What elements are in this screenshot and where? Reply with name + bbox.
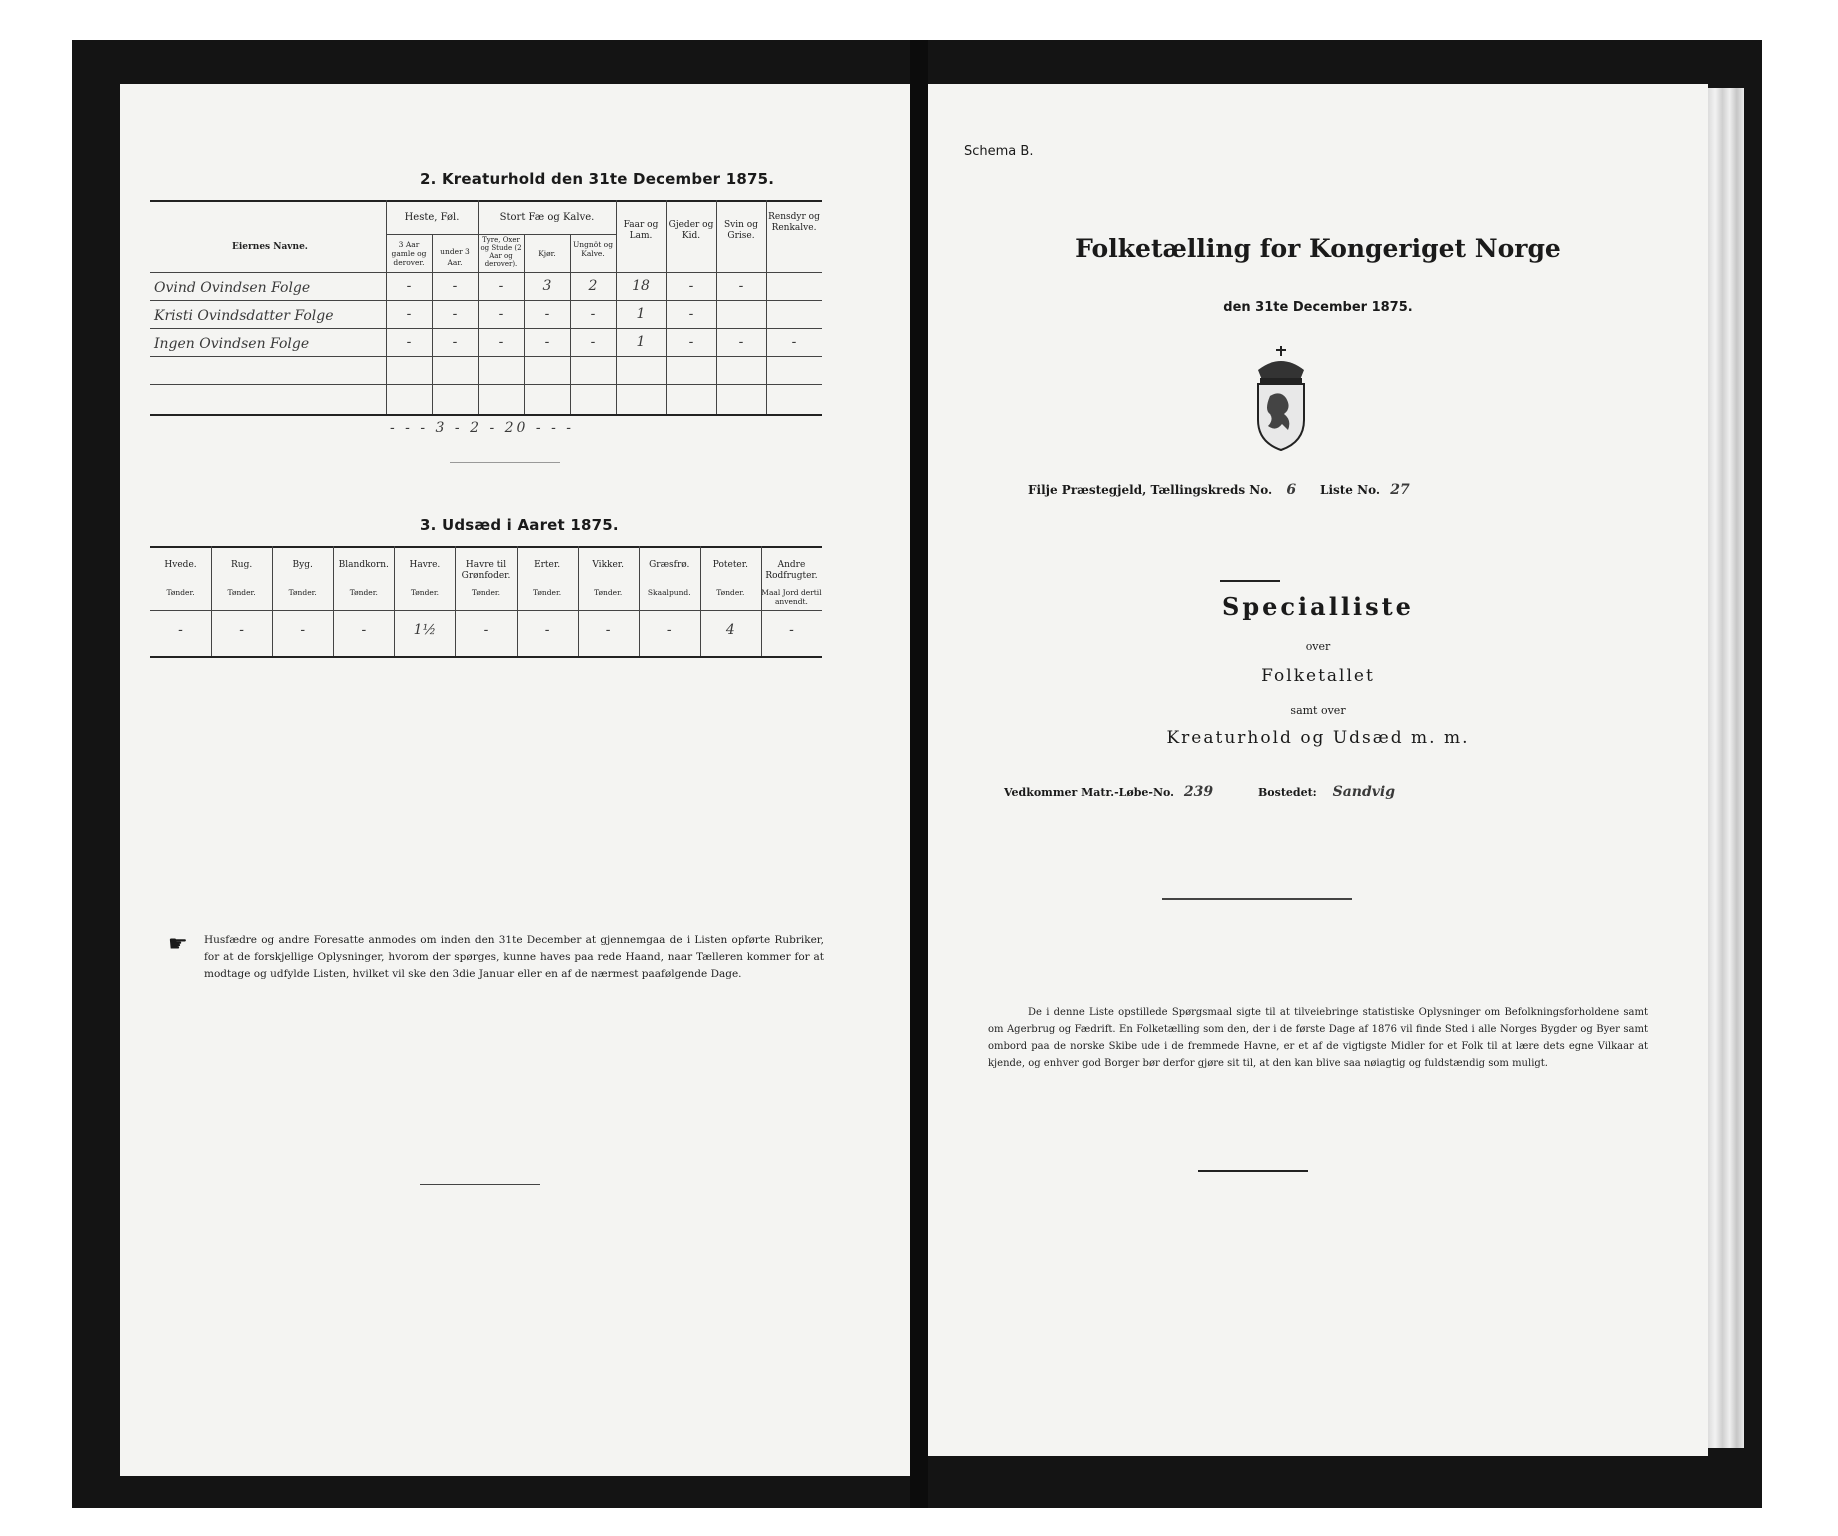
page-stack-edge — [1708, 88, 1744, 1448]
folketallet-label: Folketallet — [1261, 666, 1375, 686]
seed-header: Græsfrø. — [649, 560, 690, 570]
seed-unit: Tønder. — [594, 588, 623, 597]
seed-unit: Tønder. — [227, 588, 256, 597]
seed-header: Andre Rodfrugter. — [765, 560, 818, 581]
seed-unit: Tønder. — [716, 588, 745, 597]
seed-value: - — [666, 622, 672, 638]
seed-unit: Tønder. — [471, 588, 501, 597]
table-top-rule — [150, 200, 822, 202]
seed-unit: Maal Jord dertil anvendt. — [761, 588, 822, 606]
owner-name: Kristi Ovindsdatter Folge — [154, 308, 334, 324]
specialliste-title: Specialliste — [1222, 592, 1414, 621]
bostedet-field: Bostedet: Sandvig — [1258, 784, 1395, 800]
seed-header: Erter. — [534, 560, 561, 570]
seed-value: - — [239, 622, 244, 638]
header-goats: Gjeder og Kid. — [668, 220, 714, 241]
table-header-rule — [150, 272, 822, 273]
coat-of-arms-icon — [1246, 344, 1316, 452]
footer-note: De i denne Liste opstillede Spørgsmaal sigte til at tilveiebringe statistiske Oplysninger om Befolkningsforholdene samt om Agerbrug og Fædrift. En Folketælling som den, der i de første Dage af 1876 vil finde Sted i alle Norges Bygder og Byer samt ombord paa de norske Skibe ude i de fremmede Havne, er et af de vigtigste Midler for et Folk til at lære dets egne Vilkaar at kjende, og enhver god Borger bør derfor gjøre sit til, at den kan blive saa nøiagtig og fuldstændig som muligt. — [988, 1007, 1648, 1069]
livestock-cell: - — [498, 306, 504, 322]
livestock-cell: - — [590, 306, 596, 322]
kreaturhold-label: Kreaturhold og Udsæd m. m. — [1166, 728, 1470, 748]
liste-number: 27 — [1390, 482, 1410, 498]
livestock-cell: 1 — [636, 334, 646, 350]
seed-unit: Tønder. — [166, 588, 195, 597]
right-page: Schema B. Folketælling for Kongeriget Norge den 31te December 1875. Filje Præstegjeld, Tællingskreds No. 6 Liste No. 27 Specialliste over Folketallet samt over Kreaturhold og Udsæd m. m. Vedkommer Matr.-Løbe-No. 239 Bostedet: Sandvig De i denne Liste opstillede Spørgsmaal sigte til at tilveiebringe statistiske Oplysninger om Befolkningsforholdene samt om Agerbrug og Fædrift. En Folketælling som den, der i de første Dage af 1876 vil finde Sted i alle Norges Bygder og Byer samt ombord paa de norske Skibe ude i de fremmede Havne, er et af de vigtigste Midler for et Folk til at lære dets egne Vilkaar at kjende, og enhver god Borger bør derfor gjøre sit til, at den kan blive saa nøiagtig og fuldstændig som muligt. — [928, 84, 1708, 1456]
livestock-cell: 18 — [632, 278, 650, 294]
header-reindeer: Rensdyr og Renkalve. — [768, 212, 820, 233]
livestock-cell: - — [452, 334, 458, 350]
livestock-cell: - — [590, 334, 596, 350]
header-horses: Heste, Føl. — [404, 212, 460, 223]
seed-unit: Tønder. — [532, 588, 562, 597]
book-spine — [910, 40, 928, 1508]
livestock-cell: - — [544, 334, 550, 350]
seed-header: Hvede. — [164, 560, 197, 570]
livestock-cell: - — [544, 306, 550, 322]
matr-number: 239 — [1183, 784, 1214, 800]
seed-value: 1½ — [413, 622, 437, 638]
livestock-cell: - — [498, 334, 504, 350]
seed-unit: Tønder. — [288, 588, 317, 597]
kreds-number: 6 — [1286, 482, 1297, 498]
livestock-cell: 3 — [542, 278, 552, 294]
seed-header: Havre til Grønfoder. — [461, 560, 511, 581]
seed-header: Blandkorn. — [338, 560, 389, 570]
livestock-cell: - — [688, 334, 694, 350]
header-owner: Eiernes Navne. — [232, 242, 308, 252]
instructions-note: Husfædre og andre Foresatte anmodes om inden den 31te December at gjennemgaa de i Listen opførte Rubriker, for at de forskjellige Oplysninger, hvorom der spørges, kunne haves paa rede Haand, naar Tælleren kommer for at modtage og udfylde Listen, hvilket vil ske den 3die Januar eller en af de nærmest paafølgende Dage. — [204, 934, 824, 980]
livestock-totals: - - - 3 - 2 - 20 - - - — [390, 420, 574, 436]
left-page: 2. Kreaturhold den 31te December 1875. Eiernes Navne. Heste, Føl. 3 Aar gamle og derover. under 3 Aar. Stort Fæ og Kalve. Tyre, Oxer og Stude (2 Aar og derover). Kjør. Ungnöt og Kalve. Faar og Lam. Gjeder og Kid. Svin og Grise. Rensdyr og Renkalve. Ovind Ovindsen Folge - - - 3 2 18 - - Kristi Ovindsdatter Folge - - - - - 1 - Ingen Ovindsen Folge - - - - - 1 - - - - - - 3 - 2 - 20 - - - 3. Udsæd i Aaret 1875. Hvede. Tønder. - Rug. Tønder. - Byg. Tønder. - Blandkorn. Tønder. - Havre. Tønder. 1½ Havre til Grønfoder. Tønder. - Erter. Tønder. - Vikker. Tønder. - Græsfrø. Skaalpund. - Poteter. Tønder. 4 Andre Rodfrugter. Maal Jord dertil anvendt. - ☛ Husfædre og andre Foresatte anmodes om inden den 31te December at gjennemgaa de i Listen opførte Rubriker, for at de forskjellige Oplysninger, hvorom der spørges, kunne haves paa rede Haand, naar Tælleren kommer for at modtage og udfylde Listen, hvilket vil ske den 3die Januar eller en af de nærmest paafølgende Dage. — [120, 84, 910, 1476]
seed-value: - — [300, 622, 306, 638]
seed-value: - — [789, 622, 794, 638]
header-pigs: Svin og Grise. — [724, 220, 758, 241]
seed-value: - — [361, 622, 367, 638]
seed-unit: Tønder. — [410, 588, 439, 597]
seed-header: Havre. — [409, 560, 441, 570]
bostedet-value: Sandvig — [1332, 784, 1395, 800]
livestock-cell: - — [406, 278, 412, 294]
liste-field: Liste No. 27 — [1320, 482, 1410, 498]
section3-title: 3. Udsæd i Aaret 1875. — [420, 516, 619, 534]
livestock-cell: - — [738, 278, 744, 294]
header-sheep: Faar og Lam. — [623, 220, 659, 241]
seed-header: Poteter. — [712, 560, 748, 570]
owner-name: Ovind Ovindsen Folge — [154, 280, 311, 296]
seed-value: - — [605, 622, 611, 638]
schema-label: Schema B. — [964, 144, 1034, 159]
seed-header: Byg. — [292, 560, 313, 570]
pointing-hand-icon: ☛ — [168, 932, 188, 957]
livestock-cell: - — [498, 278, 504, 294]
livestock-cell: - — [791, 334, 797, 350]
header-cattle: Stort Fæ og Kalve. — [499, 212, 595, 223]
livestock-cell: - — [452, 306, 458, 322]
scan-frame — [72, 40, 1762, 1508]
parish-line: Filje Præstegjeld, Tællingskreds No. 6 — [1028, 482, 1297, 498]
seed-value: - — [483, 622, 489, 638]
section2-title: 2. Kreaturhold den 31te December 1875. — [420, 170, 775, 188]
seed-header: Rug. — [231, 560, 253, 570]
seed-value: - — [544, 622, 550, 638]
seed-header: Vikker. — [592, 560, 624, 570]
page-subtitle: den 31te December 1875. — [1223, 300, 1413, 315]
livestock-cell: 2 — [588, 278, 598, 294]
seed-value: 4 — [725, 622, 735, 638]
livestock-cell: - — [406, 306, 412, 322]
table-bottom-rule — [150, 414, 822, 416]
livestock-cell: 1 — [636, 306, 646, 322]
livestock-cell: - — [406, 334, 412, 350]
seed-unit: Skaalpund. — [647, 588, 691, 597]
seed-unit: Tønder. — [349, 588, 378, 597]
page-title: Folketælling for Kongeriget Norge — [1075, 234, 1561, 263]
matr-field: Vedkommer Matr.-Løbe-No. 239 — [1004, 784, 1214, 800]
livestock-cell: - — [452, 278, 458, 294]
livestock-cell: - — [688, 278, 694, 294]
seed-value: - — [178, 622, 183, 638]
livestock-cell: - — [688, 306, 694, 322]
owner-name: Ingen Ovindsen Folge — [154, 336, 310, 352]
livestock-cell: - — [738, 334, 744, 350]
